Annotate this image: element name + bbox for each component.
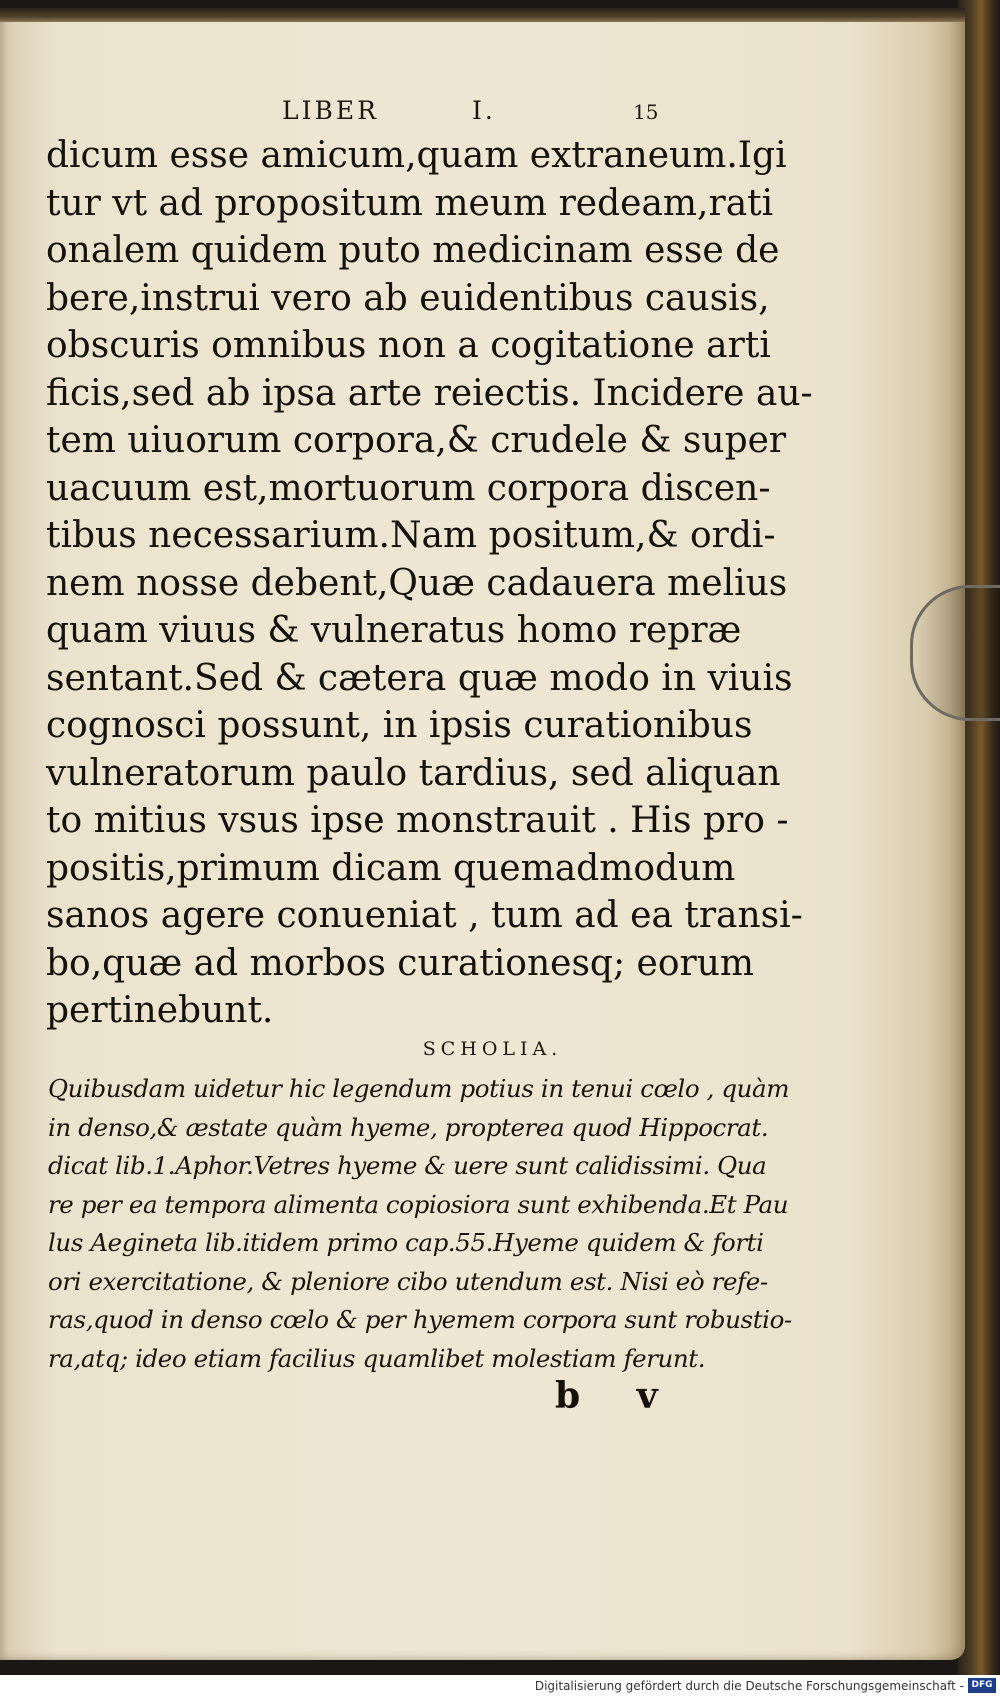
scholia-line: Quibusdam uidetur hic legendum potius in tenui cœlo , quàm <box>48 1074 790 1103</box>
text-line: tibus necessarium.Nam positum,& ordi- <box>46 515 776 556</box>
scholia-line: ori exercitatione, & pleniore cibo utendum est. Nisi eò refe- <box>48 1266 768 1296</box>
scholia-line: ras,quod in denso cœlo & per hyemem corpora sunt robustio- <box>48 1305 792 1334</box>
text-line: obscuris omnibus non a cogitatione arti <box>46 325 771 366</box>
text-line: uacuum est,mortuorum corpora discen- <box>46 467 771 509</box>
running-head-title: LIBER <box>282 96 379 125</box>
scholia-text <box>48 1070 792 1378</box>
scholia-line: in denso,& æstate quàm hyeme, propterea quod Hippocrat. <box>48 1112 769 1142</box>
scholia-line: dicat lib.1.Aphor.Vetres hyeme & uere sunt calidissimi. Qua <box>48 1151 767 1180</box>
text-line: tur vt ad propositum meum redeam,rati <box>46 182 774 224</box>
text-line: nem nosse debent,Quæ cadauera melius <box>46 562 788 604</box>
running-head-book: I. <box>472 96 496 125</box>
text-line: to mitius vsus ipse monstrauit . His pro - <box>46 800 789 841</box>
running-head <box>0 96 965 128</box>
text-line: sanos agere conueniat , tum ad ea transi- <box>46 895 803 936</box>
text-line: vulneratorum paulo tardius, sed aliquan <box>46 752 781 794</box>
funding-credit: Digitalisierung gefördert durch die Deutsche Forschungsgemeinschaft - <box>534 1679 964 1693</box>
text-line: onalem quidem puto medicinam esse de <box>46 230 780 271</box>
scholia-heading: SCHOLIA. <box>422 1038 563 1060</box>
text-line: ficis,sed ab ipsa arte reiectis. Incidere au- <box>46 372 813 414</box>
text-line: cognosci possunt, in ipsis curationibus <box>46 705 753 746</box>
text-line: bere,instrui vero ab euidentibus causis, <box>46 277 770 319</box>
text-line: bo,quæ ad morbos curationesq; eorum <box>46 942 755 984</box>
text-line: tem uiuorum corpora,& crudele & super <box>46 420 787 461</box>
text-line: sentant.Sed & cætera quæ modo in viuis <box>46 657 793 699</box>
scholia-line: ra,atq; ideo etiam facilius quamlibet molestiam ferunt. <box>48 1343 706 1373</box>
text-line: quam viuus & vulneratus homo repræ <box>46 610 742 651</box>
text-line: pertinebunt. <box>46 990 274 1031</box>
text-line: dicum esse amicum,quam extraneum.Igi <box>46 135 787 176</box>
catchword: b v <box>555 1375 680 1417</box>
folio-number: 15 <box>633 100 659 124</box>
scholia-line: re per ea tempora alimenta copiosiora sunt exhibenda.Et Pau <box>48 1189 789 1219</box>
page-top-shadow <box>0 8 965 22</box>
scholia-line: lus Aegineta lib.itidem primo cap.55.Hyeme quidem & forti <box>48 1228 764 1257</box>
main-text <box>46 132 813 1035</box>
dfg-logo: DFG <box>968 1678 996 1693</box>
text-line: positis,primum dicam quemadmodum <box>46 847 736 889</box>
